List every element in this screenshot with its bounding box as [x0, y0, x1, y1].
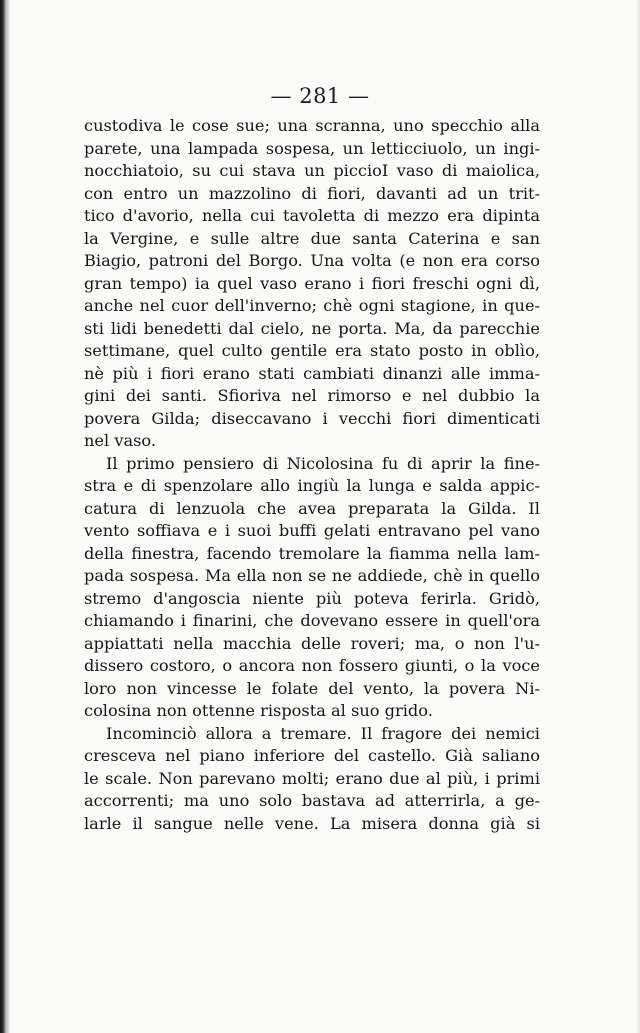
- text-line: nè più i fiori erano stati cambiati dinanzi alle imma-: [84, 363, 540, 383]
- text-line: nocchiatoio, su cui stava un piccioI vaso di maiolica,: [84, 161, 540, 180]
- text-line: Incominciò allora a tremare. Il fragore dei nemici: [106, 723, 540, 743]
- text-line: povera Gilda; diseccavano i vecchi fiori dimenticati: [84, 408, 540, 428]
- text-line: larle il sangue nelle vene. La misera donna già si: [84, 813, 540, 833]
- text-line: anche nel cuor dell'inverno; chè ogni stagione, in que-: [84, 296, 540, 315]
- text-line: sti lidi benedetti dal cielo, ne porta. Ma, da parecchie: [84, 318, 540, 338]
- text-line: le scale. Non parevano molti; erano due al più, i primi: [84, 768, 540, 788]
- text-line: Il primo pensiero di Nicolosina fu di aprir la fine-: [106, 453, 540, 473]
- text-line: chiamando i finarini, che dovevano essere in quell'ora: [84, 611, 540, 630]
- page-right-edge: [636, 0, 640, 1033]
- text-line: stra e di spenzolare allo ingiù la lunga e salda appic-: [84, 476, 540, 495]
- text-line: settimane, quel culto gentile era stato posto in oblìo,: [84, 341, 540, 360]
- text-line: custodiva le cose sue; una scranna, uno specchio alla: [84, 116, 540, 135]
- page-binding-edge: [0, 0, 10, 1033]
- text-line: stremo d'angoscia niente più poteva ferirla. Gridò,: [84, 588, 540, 608]
- text-line: accorrenti; ma uno solo bastava ad atterrirla, a ge-: [84, 791, 540, 810]
- text-line: gran tempo) ia quel vaso erano i fiori freschi ogni dì,: [84, 273, 540, 293]
- page-number: — 281 —: [270, 84, 370, 108]
- body-text: [84, 115, 540, 835]
- text-line: catura di lenzuola che avea preparata la Gilda. Il: [84, 498, 540, 518]
- text-line: nel vaso.: [84, 431, 157, 450]
- text-line: Biagio, patroni del Borgo. Una volta (e non era corso: [84, 251, 540, 270]
- text-line: cresceva nel piano inferiore del castello. Già saliano: [84, 746, 540, 765]
- text-line: gini dei santi. Sfioriva nel rimorso e nel dubbio la: [84, 386, 540, 405]
- text-line: vento soffiava e i suoi buffi gelati entravano pel vano: [84, 521, 540, 540]
- text-line: appiattati nella macchia delle roveri; ma, o non l'u-: [84, 633, 540, 653]
- text-line: tico d'avorio, nella cui tavoletta di mezzo era dipinta: [84, 206, 540, 225]
- text-line: la Vergine, e sulle altre due santa Caterina e san: [84, 228, 540, 248]
- text-line: colosina non ottenne risposta al suo grido.: [84, 701, 433, 720]
- text-line: della finestra, facendo tremolare la fiamma nella lam-: [84, 543, 540, 563]
- text-line: pada sospesa. Ma ella non se ne addiede, chè in quello: [84, 566, 540, 585]
- text-line: loro non vincesse le folate del vento, la povera Ni-: [84, 678, 540, 698]
- text-line: dissero costoro, o ancora non fossero giunti, o la voce: [84, 656, 540, 675]
- text-line: con entro un mazzolino di fiori, davanti ad un trit-: [84, 183, 540, 203]
- text-line: parete, una lampada sospesa, un letticciuolo, un ingi-: [84, 138, 540, 158]
